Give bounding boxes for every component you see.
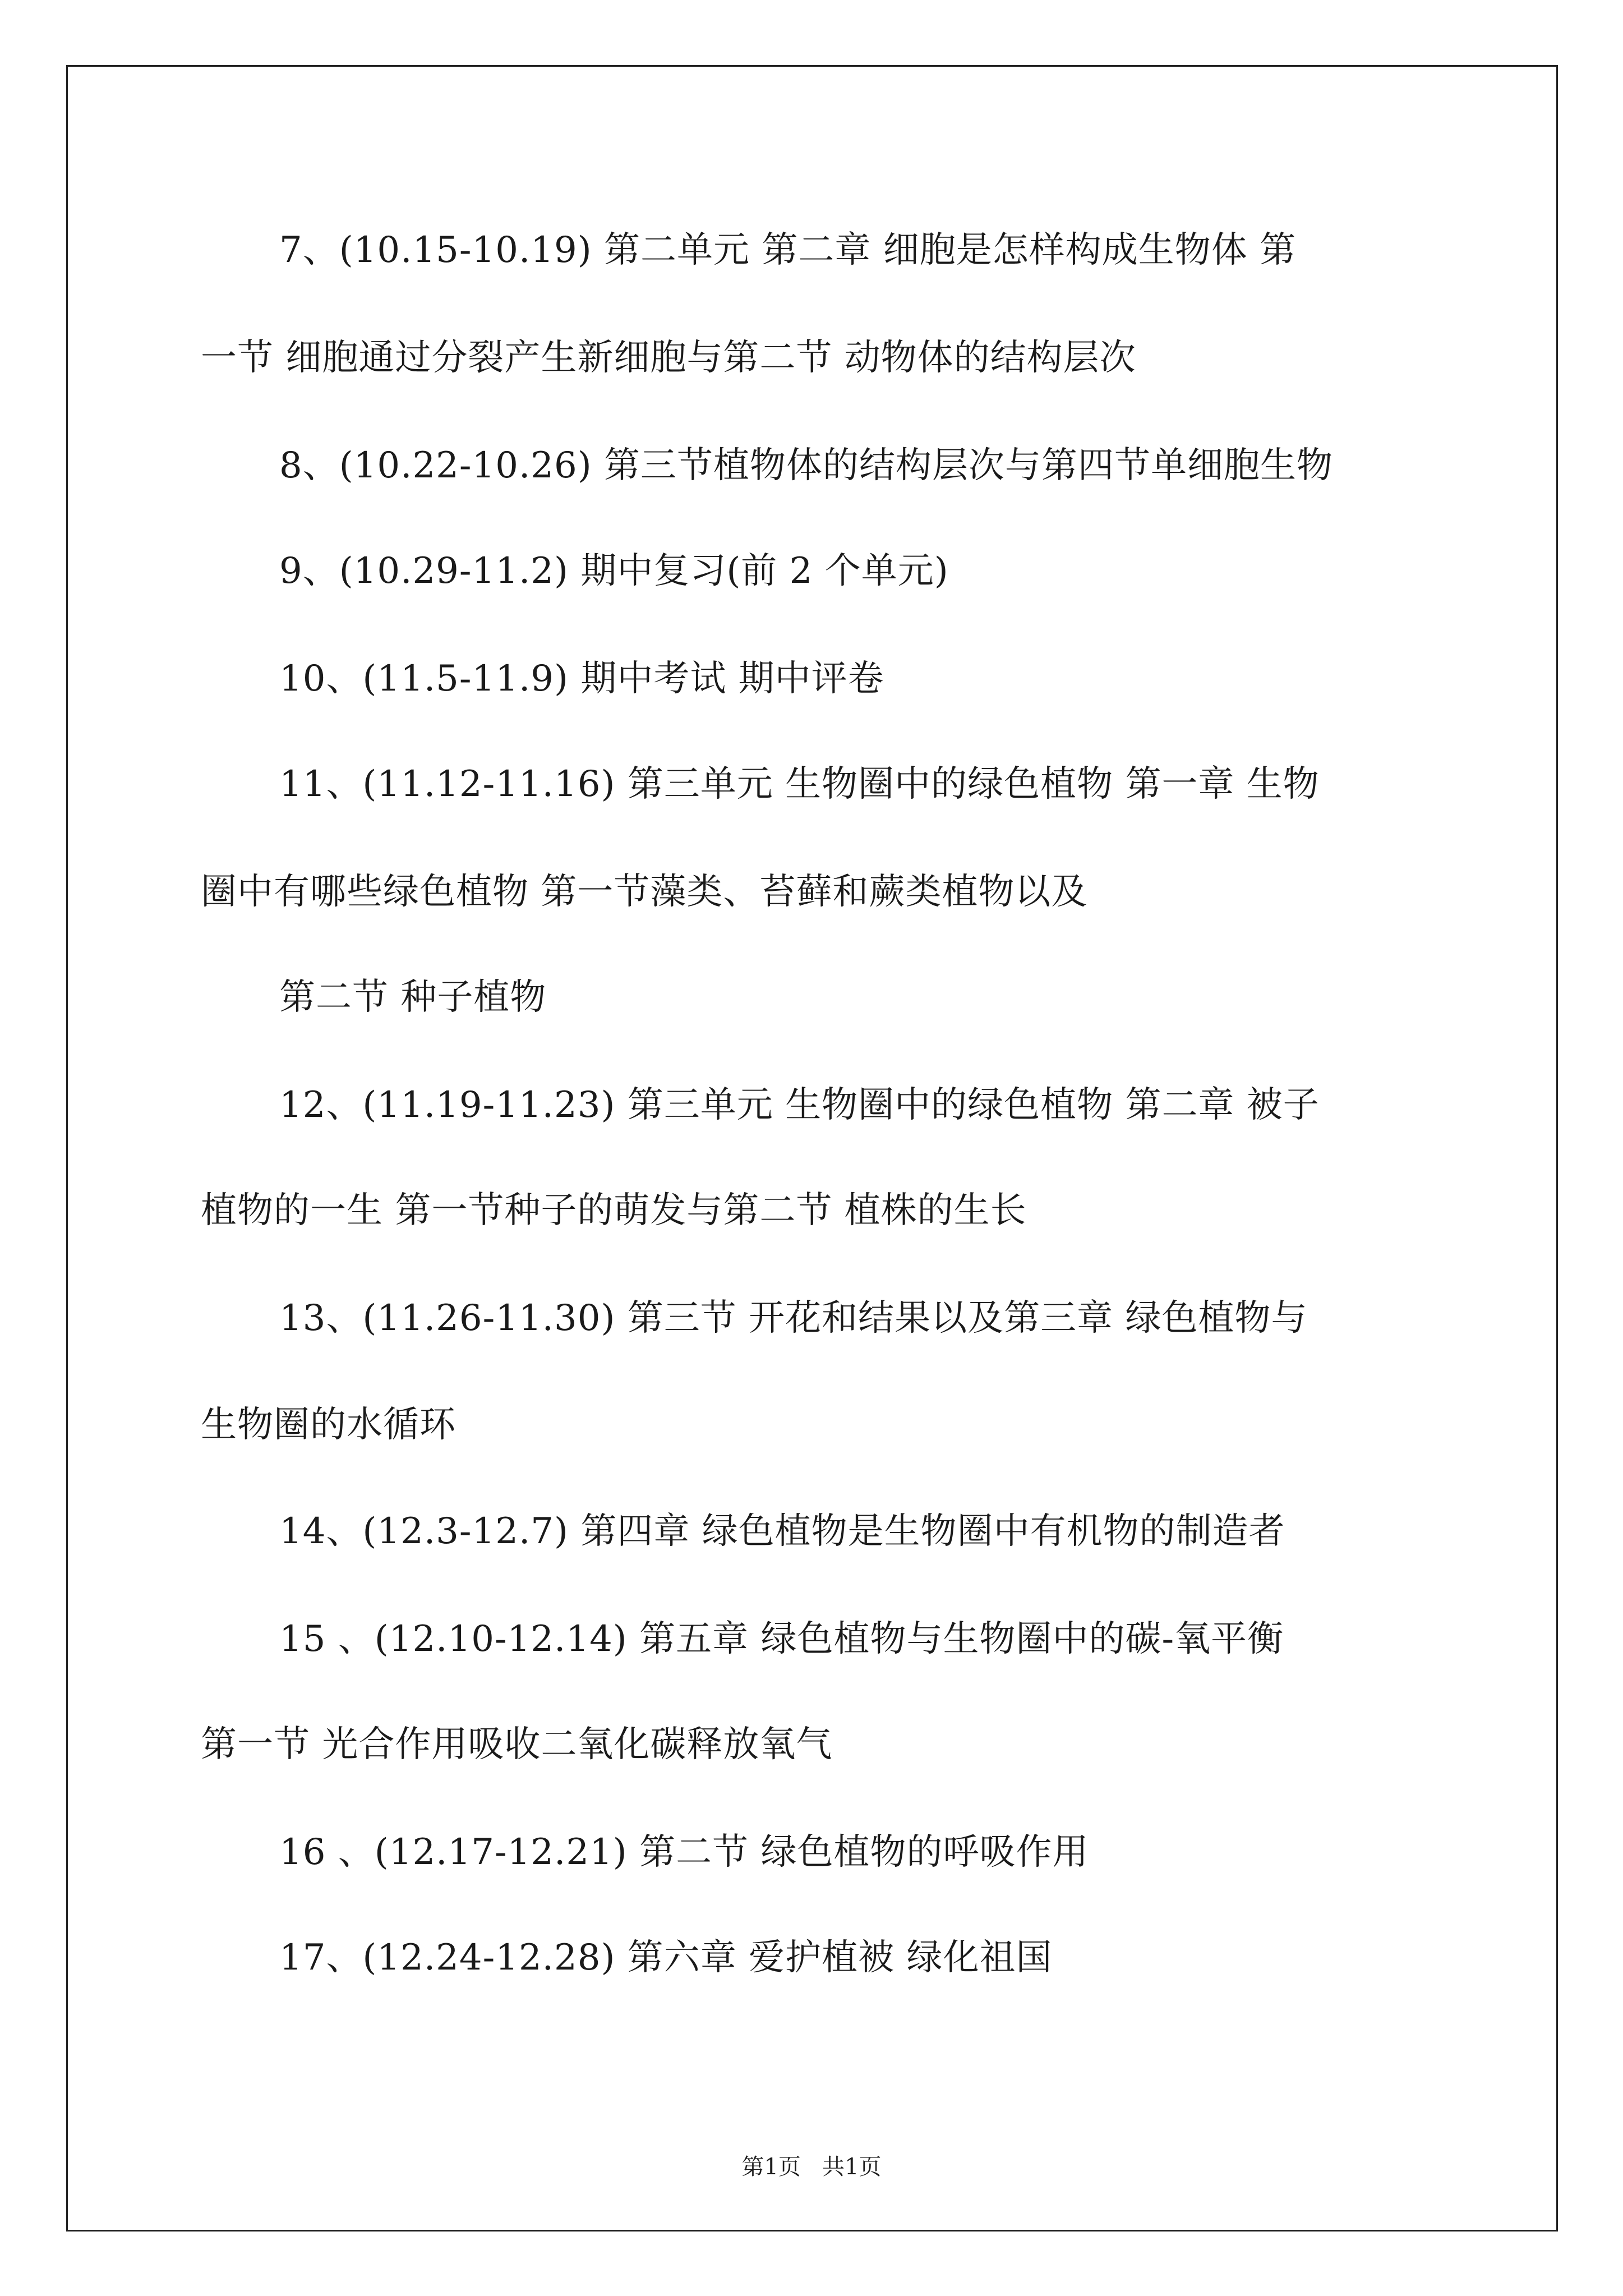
schedule-line-17: 17、(12.24-12.28) 第六章 爱护植被 绿化祖国 [279, 1937, 1053, 1978]
schedule-line-8: 8、(10.22-10.26) 第三节植物体的结构层次与第四节单细胞生物 [279, 445, 1334, 486]
page-border [66, 65, 1558, 2231]
schedule-line-7-cont: 一节 细胞通过分裂产生新细胞与第二节 动物体的结构层次 [201, 337, 1136, 379]
schedule-line-16: 16 、(12.17-12.21) 第二节 绿色植物的呼吸作用 [279, 1832, 1089, 1873]
schedule-line-15-cont: 第一节 光合作用吸收二氧化碳释放氧气 [201, 1724, 833, 1765]
schedule-line-7: 7、(10.15-10.19) 第二单元 第二章 细胞是怎样构成生物体 第 [279, 229, 1297, 271]
schedule-line-12: 12、(11.19-11.23) 第三单元 生物圈中的绿色植物 第二章 被子 [279, 1084, 1320, 1126]
schedule-line-9: 9、(10.29-11.2) 期中复习(前 2 个单元) [279, 550, 949, 592]
schedule-line-13-cont: 生物圈的水循环 [201, 1404, 456, 1446]
schedule-line-11: 11、(11.12-11.16) 第三单元 生物圈中的绿色植物 第一章 生物 [279, 763, 1320, 805]
schedule-line-11-cont: 圈中有哪些绿色植物 第一节藻类、苔藓和蕨类植物以及 [201, 871, 1088, 913]
schedule-line-13: 13、(11.26-11.30) 第三节 开花和结果以及第三章 绿色植物与 [279, 1297, 1308, 1339]
schedule-line-14: 14、(12.3-12.7) 第四章 绿色植物是生物圈中有机物的制造者 [279, 1511, 1285, 1552]
schedule-line-15: 15 、(12.10-12.14) 第五章 绿色植物与生物圈中的碳-氧平衡 [279, 1618, 1284, 1660]
schedule-line-11-cont2: 第二节 种子植物 [279, 977, 547, 1018]
schedule-line-10: 10、(11.5-11.9) 期中考试 期中评卷 [279, 658, 884, 700]
page-footer: 第1页 共1页 [741, 2154, 882, 2180]
schedule-line-12-cont: 植物的一生 第一节种子的萌发与第二节 植株的生长 [201, 1190, 1027, 1231]
